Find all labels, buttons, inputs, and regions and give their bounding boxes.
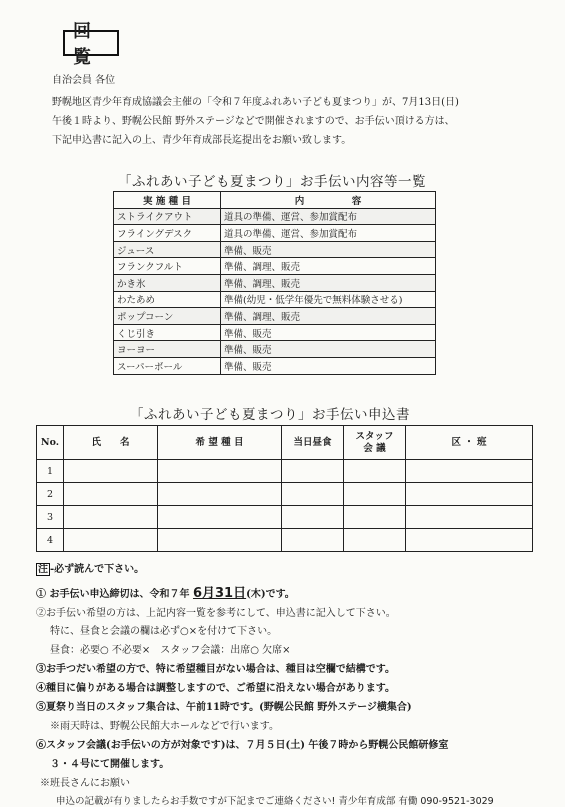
row-number-cell: 3	[37, 506, 64, 529]
name-cell[interactable]	[64, 483, 158, 506]
note-2-line3: 昼食：必要○ 不必要× スタッフ会議：出席○ 欠席×	[50, 645, 291, 656]
tasks-header-event: 実 施 種 目	[114, 192, 221, 209]
task-event-cell: くじ引き	[114, 324, 221, 341]
district-cell[interactable]	[406, 506, 533, 529]
note-5: ⑤夏祭り当日のスタッフ集合は、午前11時です。(野幌公民館 野外ステージ横集合)	[36, 702, 412, 713]
tasks-row	[114, 324, 436, 341]
intro-line: 下記申込書に記入の上、青少年育成部長迄提出をお願い致します。	[52, 135, 352, 146]
tasks-section-title: 「ふれあい子ども夏まつり」お手伝い内容等一覧	[118, 174, 426, 190]
note-1-weekday: (木)です。	[246, 589, 295, 600]
event-cell[interactable]	[158, 529, 282, 552]
tasks-table	[113, 191, 436, 375]
row-number-cell: 4	[37, 529, 64, 552]
note-4: ④種目に偏りがある場合は調整しますので、ご希望に沿えない場合があります。	[36, 683, 395, 694]
application-form-body	[37, 460, 533, 552]
intro-paragraph	[52, 93, 522, 150]
tasks-row	[114, 241, 436, 258]
col-header-name: 氏 名	[64, 426, 158, 460]
note-2: ②お手伝い希望の方は、上記内容一覧を参考にして、申込書に記入して下さい。	[36, 608, 396, 619]
tasks-row	[114, 357, 436, 374]
tasks-row	[114, 225, 436, 242]
task-event-cell: フランクフルト	[114, 258, 221, 275]
event-cell[interactable]	[158, 483, 282, 506]
row-number-cell: 1	[37, 460, 64, 483]
event-cell[interactable]	[158, 460, 282, 483]
task-content-cell: 準備、販売	[221, 324, 436, 341]
col-header-event: 希 望 種 目	[158, 426, 282, 460]
circular-title: 回 覧	[63, 30, 119, 56]
col-header-no: No.	[37, 426, 64, 460]
lunch-cell[interactable]	[282, 529, 344, 552]
meeting-cell[interactable]	[344, 506, 406, 529]
task-event-cell: ヨーヨー	[114, 341, 221, 358]
tasks-row	[114, 291, 436, 308]
task-event-cell: フライングデスク	[114, 225, 221, 242]
task-event-cell: かき氷	[114, 274, 221, 291]
task-event-cell: わたあめ	[114, 291, 221, 308]
district-cell[interactable]	[406, 460, 533, 483]
col-header-staff-line2: 会 議	[363, 442, 386, 454]
tasks-row	[114, 341, 436, 358]
application-row	[37, 460, 533, 483]
note-6-line2: ３・４号にて開催します。	[50, 759, 170, 770]
tasks-row	[114, 258, 436, 275]
col-header-lunch: 当日昼食	[282, 426, 344, 460]
row-number-cell: 2	[37, 483, 64, 506]
lunch-cell[interactable]	[282, 506, 344, 529]
intro-line: 野幌地区青少年育成協議会主催の「令和７年度ふれあい子ども夏まつり」が、7月13日(日)	[52, 97, 459, 108]
leader-note-body: 申込の記載が有りましたらお手数ですが下記までご連絡ください! 青少年育成部 有働 090-9521-3029	[56, 796, 494, 807]
application-section-title: 「ふれあい子ども夏まつり」お手伝い申込書	[130, 407, 410, 423]
notes-heading	[36, 560, 144, 575]
note-6: ⑥スタッフ会議(お手伝いの方が対象です)は、７月５日(土) 午後７時から野幌公民館研修室	[36, 740, 449, 751]
meeting-cell[interactable]	[344, 483, 406, 506]
application-row	[37, 529, 533, 552]
event-cell[interactable]	[158, 506, 282, 529]
task-event-cell: ジュース	[114, 241, 221, 258]
leader-note-heading: ※班長さんにお願い	[40, 778, 130, 789]
tasks-header-content: 内 容	[221, 192, 436, 209]
task-event-cell: スーパーボール	[114, 357, 221, 374]
col-header-staff-meeting	[344, 426, 406, 460]
name-cell[interactable]	[64, 506, 158, 529]
task-content-cell: 準備、調理、販売	[221, 308, 436, 325]
note-3: ③お手つだい希望の方で、特に希望種目がない場合は、種目は空欄で結構です。	[36, 664, 395, 675]
note-5-line2: ※雨天時は、野幌公民館大ホールなどで行います。	[50, 721, 279, 732]
task-content-cell: 準備、販売	[221, 241, 436, 258]
task-content-cell: 道具の準備、運営、参加賞配布	[221, 208, 436, 225]
meeting-cell[interactable]	[344, 460, 406, 483]
application-row	[37, 483, 533, 506]
task-event-cell: ストライクアウト	[114, 208, 221, 225]
notes-heading-mark: 注	[38, 564, 48, 575]
intro-line: 午後１時より、野幌公民館 野外ステージなどで開催されますので、お手伝い頂ける方は、	[52, 116, 455, 127]
meeting-cell[interactable]	[344, 529, 406, 552]
notes-heading-text: -必ず読んで下さい。	[50, 564, 145, 575]
task-content-cell: 準備、販売	[221, 341, 436, 358]
col-header-district: 区 ・ 班	[406, 426, 533, 460]
application-row	[37, 506, 533, 529]
tasks-row	[114, 274, 436, 291]
tasks-row	[114, 208, 436, 225]
name-cell[interactable]	[64, 529, 158, 552]
lunch-cell[interactable]	[282, 483, 344, 506]
lunch-cell[interactable]	[282, 460, 344, 483]
task-content-cell: 準備、調理、販売	[221, 258, 436, 275]
task-event-cell: ポップコーン	[114, 308, 221, 325]
deadline-date: 6月31日	[192, 586, 247, 601]
task-content-cell: 準備(幼児・低学年優先で無料体験させる)	[221, 291, 436, 308]
tasks-row	[114, 308, 436, 325]
district-cell[interactable]	[406, 529, 533, 552]
task-content-cell: 準備、販売	[221, 357, 436, 374]
note-2-line2: 特に、昼食と会議の欄は必ず○×を付けて下さい。	[50, 626, 278, 637]
district-cell[interactable]	[406, 483, 533, 506]
note-1-text: ① お手伝い申込締切は、令和７年	[36, 589, 190, 600]
col-header-staff-line1: スタッフ	[355, 430, 394, 442]
tasks-table-body	[114, 208, 436, 374]
task-content-cell: 道具の準備、運営、参加賞配布	[221, 225, 436, 242]
application-form-table	[36, 425, 533, 552]
name-cell[interactable]	[64, 460, 158, 483]
task-content-cell: 準備、調理、販売	[221, 274, 436, 291]
addressee: 自治会員 各位	[52, 75, 116, 86]
note-1	[36, 582, 295, 601]
